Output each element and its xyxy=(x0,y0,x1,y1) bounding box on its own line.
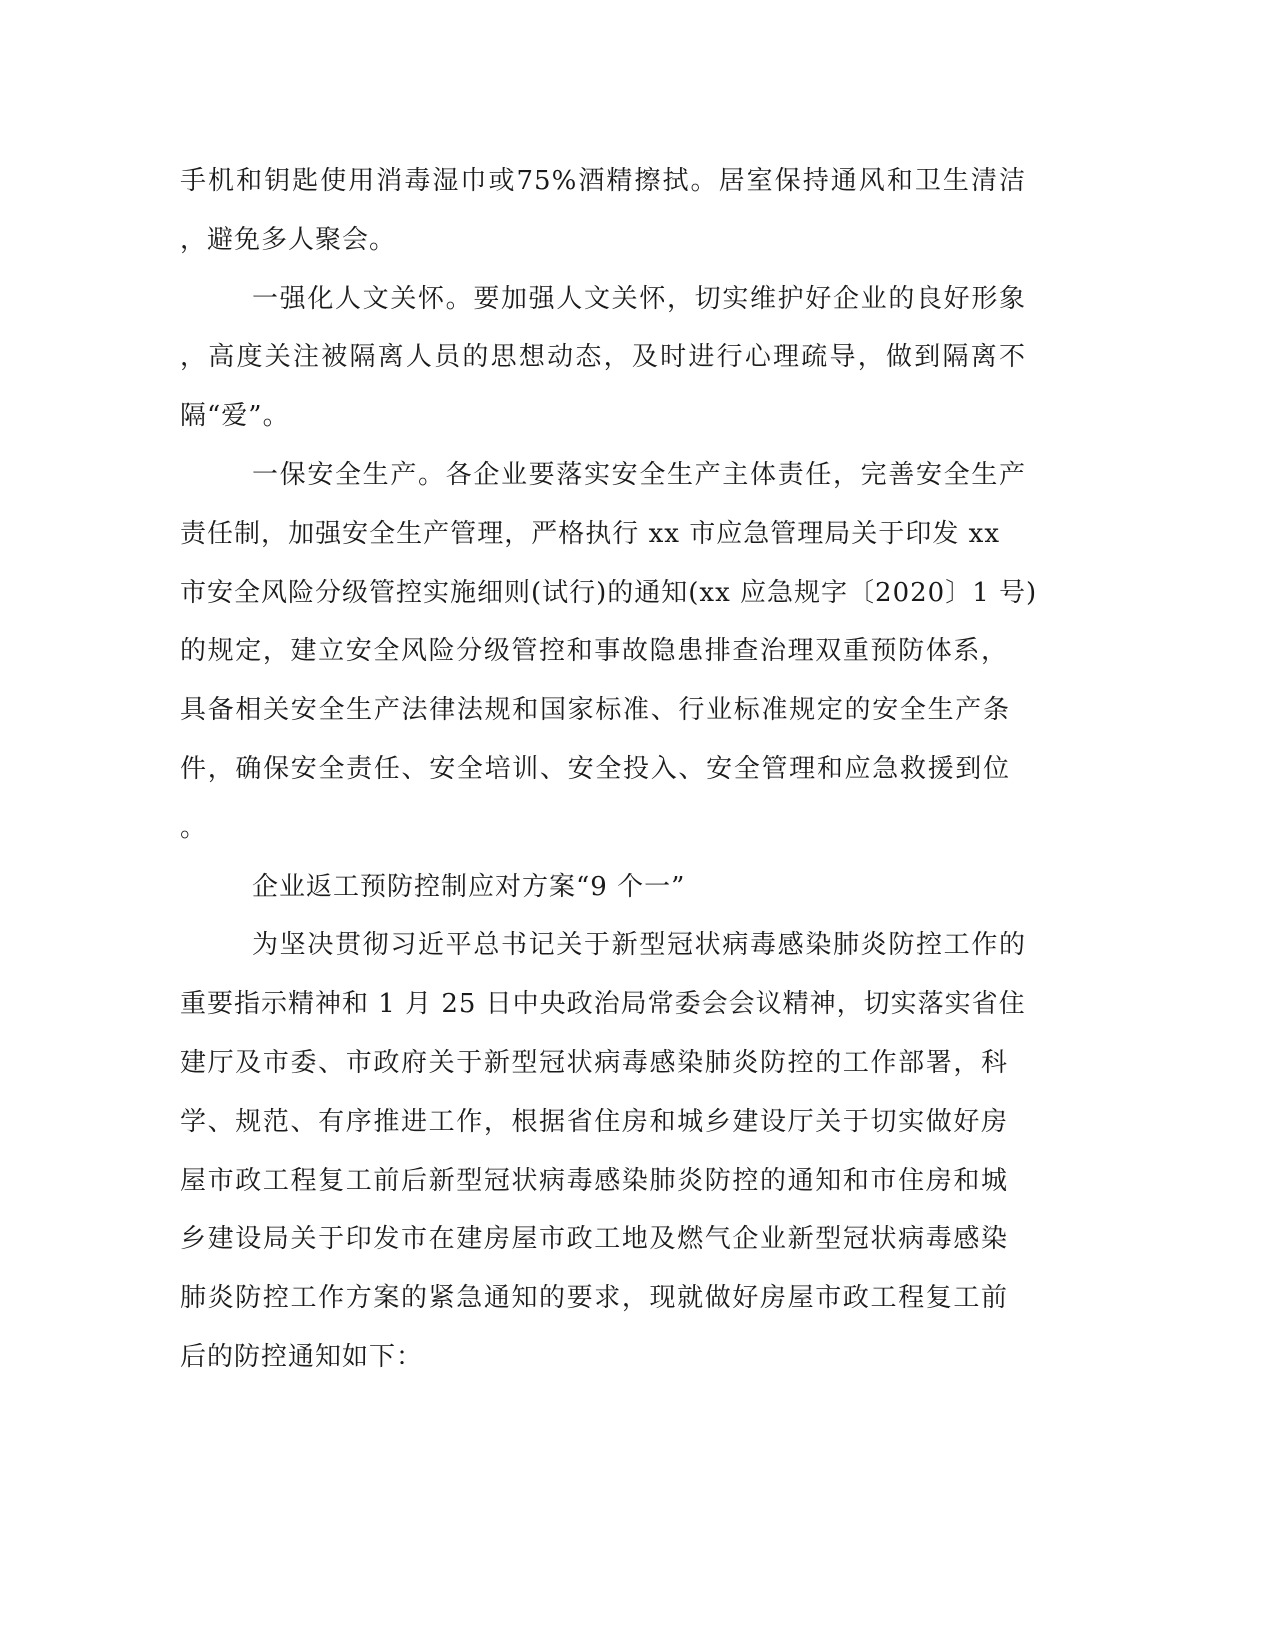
text-line: 。 xyxy=(180,812,208,843)
text-line: ，避免多人聚会。 xyxy=(180,224,397,255)
text-line: 手机和钥匙使用消毒湿巾或75%酒精擦拭。居室保持通风和卫生清洁 xyxy=(180,166,1026,196)
text-line: 学、规范、有序推进工作，根据省住房和城乡建设厅关于切实做好房 xyxy=(180,1106,1008,1137)
text-line: 一保安全生产。各企业要落实安全生产主体责任，完善安全生产 xyxy=(252,459,1026,490)
section-heading xyxy=(180,858,1026,917)
text-line: 建厅及市委、市政府关于新型冠状病毒感染肺炎防控的工作部署，科 xyxy=(180,1047,1008,1078)
text-line: 具备相关安全生产法律法规和国家标准、行业标准规定的安全生产条 xyxy=(180,695,1010,726)
paragraph-humanistic-care xyxy=(180,270,1026,446)
text-line: 一强化人文关怀。要加强人文关怀，切实维护好企业的良好形象 xyxy=(252,283,1026,314)
paragraph-hygiene xyxy=(180,152,1026,270)
text-line: 为坚决贯彻习近平总书记关于新型冠状病毒感染肺炎防控工作的 xyxy=(252,930,1026,961)
heading-text: 企业返工预防控制应对方案“9 个一” xyxy=(252,871,686,902)
text-line: 责任制，加强安全生产管理，严格执行 xx 市应急管理局关于印发 xx xyxy=(180,518,1000,549)
paragraph-intro xyxy=(180,916,1026,1386)
text-line: 乡建设局关于印发市在建房屋市政工地及燃气企业新型冠状病毒感染 xyxy=(180,1224,1008,1255)
text-line: ，高度关注被隔离人员的思想动态，及时进行心理疏导，做到隔离不 xyxy=(180,342,1026,373)
text-line: 的规定，建立安全风险分级管控和事故隐患排查治理双重预防体系， xyxy=(180,636,1008,667)
text-line: 件，确保安全责任、安全培训、安全投入、安全管理和应急救援到位 xyxy=(180,753,1010,784)
text-line: 重要指示精神和 1 月 25 日中央政治局常委会会议精神，切实落实省住 xyxy=(180,989,1026,1020)
text-line: 隔“爱”。 xyxy=(180,401,290,432)
text-line: 屋市政工程复工前后新型冠状病毒感染肺炎防控的通知和市住房和城 xyxy=(180,1165,1008,1196)
document-page xyxy=(180,152,1038,1387)
text-line: 市安全风险分级管控实施细则(试行)的通知(xx 应急规字〔2020〕1 号) xyxy=(180,577,1038,608)
paragraph-safety-production xyxy=(180,446,1038,858)
text-line: 肺炎防控工作方案的紧急通知的要求，现就做好房屋市政工程复工前 xyxy=(180,1283,1008,1314)
text-line: 后的防控通知如下： xyxy=(180,1341,424,1372)
